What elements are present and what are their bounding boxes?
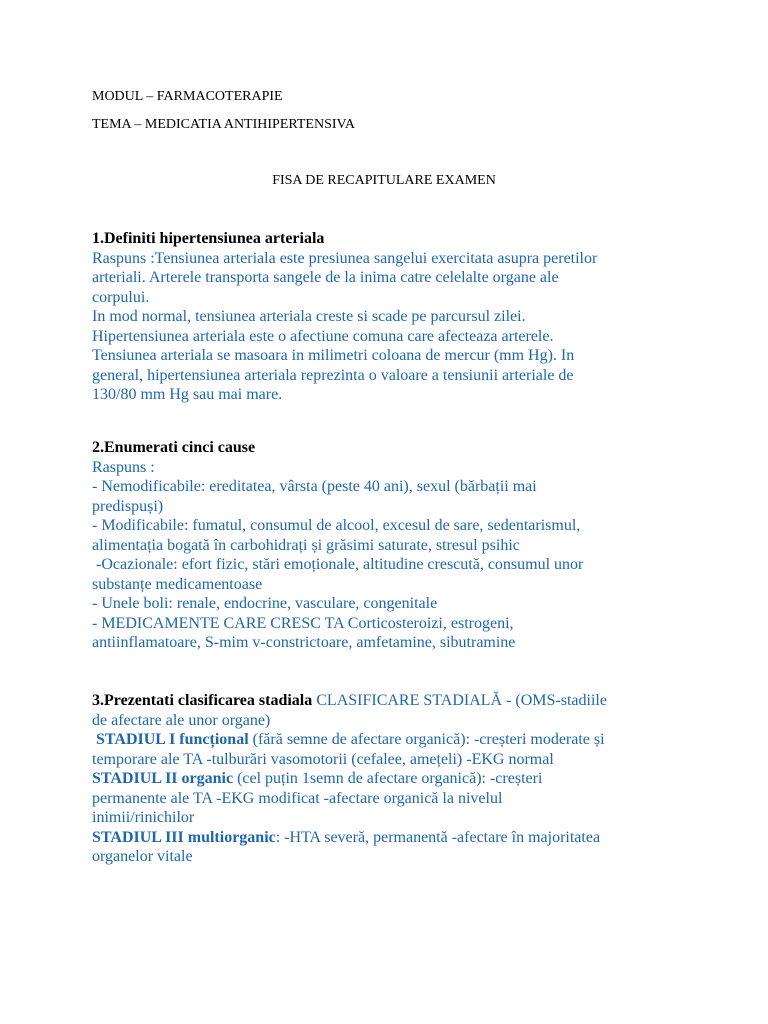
answer-2-line: substanțe medicamentoase bbox=[92, 575, 263, 593]
stage-1-text: (fără semne de afectare organică): -creșteri moderate și bbox=[248, 731, 605, 748]
stage-1-label: STADIUL I funcțional bbox=[92, 731, 249, 748]
answer-2-line: - Unele boli: renale, endocrine, vasculare, congenitale bbox=[92, 595, 438, 612]
answer-1-line: arteriali. Arterele transporta sangele de la inima catre celelalte organe ale bbox=[92, 269, 559, 286]
tema-heading: TEMA – MEDICATIA ANTIHIPERTENSIVA bbox=[92, 117, 355, 132]
stage-1-text-cont: temporare ale TA -tulburări vasomotorii (cefalee, amețeli) -EKG normal bbox=[92, 750, 554, 768]
question-1-title: 1.Definiti hipertensiunea arteriala bbox=[92, 230, 325, 247]
stage-2-text-cont: inimii/rinichilor bbox=[92, 809, 195, 826]
stage-2-text-cont: permanente ale TA -EKG modificat -afectare organică la nivelul bbox=[92, 789, 503, 807]
stage-2-label: STADIUL II organic bbox=[92, 770, 234, 787]
answer-2-line: Raspuns : bbox=[92, 458, 155, 476]
stage-3-text-cont: organelor vitale bbox=[92, 848, 193, 865]
answer-2-line: predispuși) bbox=[92, 497, 164, 515]
stage-3-text: : -HTA severă, permanentă -afectare în majoritatea bbox=[275, 828, 601, 846]
answer-1-line: general, hipertensiunea arteriala reprezinta o valoare a tensiunii arteriale de bbox=[92, 366, 574, 384]
question-3-title: 3.Prezentati clasificarea stadiala bbox=[92, 692, 313, 709]
answer-2-line: - Nemodificabile: ereditatea, vârsta (peste 40 ani), sexul (bărbații mai bbox=[92, 478, 537, 495]
answer-1-line: 130/80 mm Hg sau mai mare. bbox=[92, 386, 283, 403]
answer-2-line: -Ocazionale: efort fizic, stări emoționale, altitudine crescută, consumul unor bbox=[92, 556, 584, 573]
answer-2-line: alimentația bogată în carbohidrați și grăsimi saturate, stresul psihic bbox=[92, 536, 520, 554]
question-3-first-line bbox=[92, 691, 672, 711]
stage-2-text: (cel puțin 1semn de afectare organică): -creșteri bbox=[233, 770, 543, 787]
classification-intro: CLASIFICARE STADIALĂ - (OMS-stadiile bbox=[312, 692, 607, 709]
question-1-section bbox=[92, 229, 672, 405]
stage-1-line bbox=[92, 730, 672, 750]
question-2-section bbox=[92, 438, 672, 653]
answer-2-line: antiinflamatoare, S-mim v-constrictoare, amfetamine, sibutramine bbox=[92, 634, 516, 651]
stage-3-label: STADIUL III multiorganic bbox=[92, 828, 276, 846]
answer-1-line: Hipertensiunea arteriala este o afectiune comuna care afecteaza arterele. bbox=[92, 327, 554, 345]
answer-1-line: Raspuns :Tensiunea arteriala este presiunea sangelui exercitata asupra peretilor bbox=[92, 249, 598, 267]
stage-3-line bbox=[92, 828, 672, 848]
classification-intro-cont: de afectare ale unor organe) bbox=[92, 711, 271, 729]
page-title: FISA DE RECAPITULARE EXAMEN bbox=[272, 173, 496, 188]
modul-heading: MODUL – FARMACOTERAPIE bbox=[92, 89, 283, 104]
answer-2-line: - MEDICAMENTE CARE CRESC TA Corticosteroizi, estrogeni, bbox=[92, 614, 514, 632]
answer-1-line: corpului. bbox=[92, 288, 150, 306]
answer-1-line: In mod normal, tensiunea arteriala creste si scade pe parcursul zilei. bbox=[92, 308, 526, 325]
answer-1-line: Tensiunea arteriala se masoara in milimetri coloana de mercur (mm Hg). In bbox=[92, 347, 575, 364]
answer-2-line: - Modificabile: fumatul, consumul de alcool, excesul de sare, sedentarismul, bbox=[92, 517, 581, 534]
stage-2-line bbox=[92, 769, 672, 789]
question-2-title: 2.Enumerati cinci cause bbox=[92, 439, 256, 456]
question-3-section bbox=[92, 691, 672, 867]
